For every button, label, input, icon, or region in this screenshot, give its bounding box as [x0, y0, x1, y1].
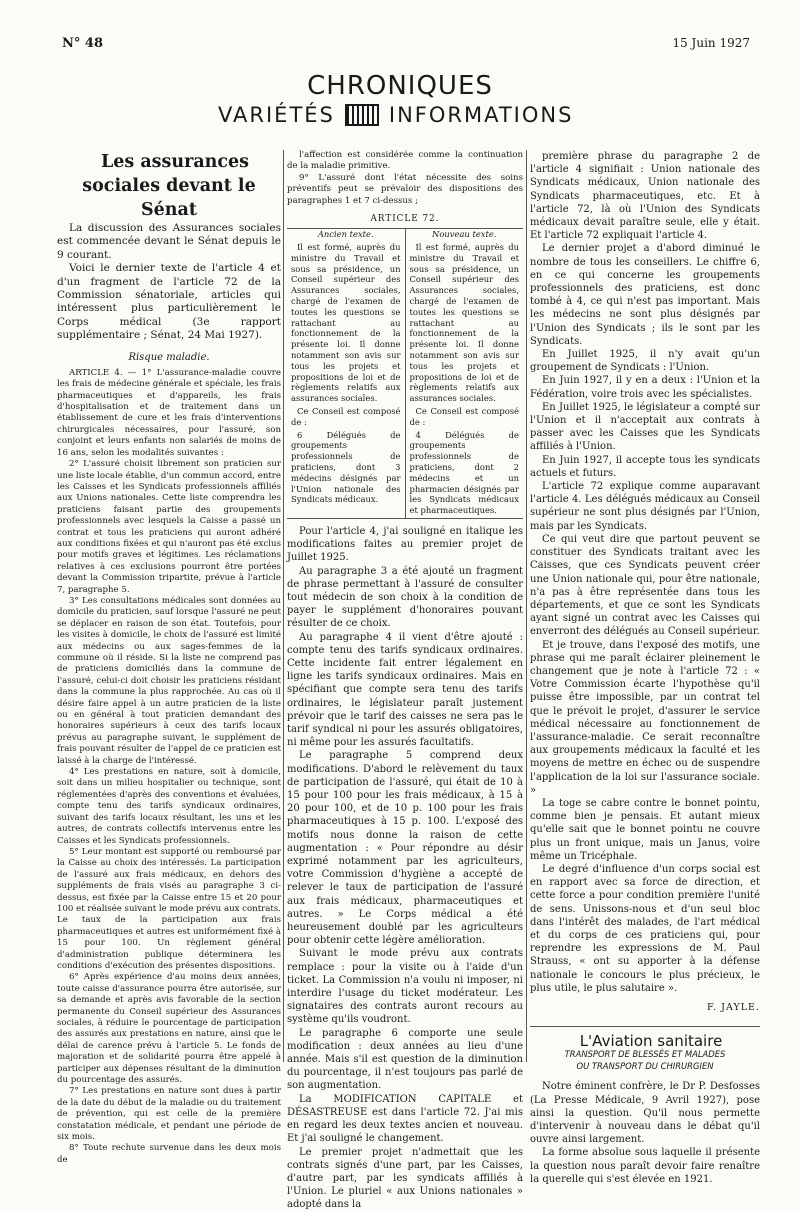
article-paragraph: première phrase du paragraphe 2 de l'article 4 signifiait : Union nationale des Syndicats médicaux, Union nationale des Syndicats pharmaceutiques, etc. Et à l'article 72, là où l'Union des Syndicats médicaux devait paraître seule, elle y était. Et l'article 72 expliquait l'article 4. [530, 151, 760, 242]
old-text-paragraph: Ce Conseil est composé de : [291, 405, 401, 427]
author-signature: F. JAYLE. [707, 1002, 760, 1013]
issue-number: N° 48 [62, 36, 103, 51]
column-2 [287, 150, 523, 1212]
masthead-varietes: VARIÉTÉS [218, 103, 335, 127]
section-heading: Risque maladie. [128, 351, 210, 363]
article-title: Les assurances sociales devant le Sénat [82, 152, 256, 220]
column-divider [283, 150, 284, 1062]
article-paragraph: ARTICLE 4. — 1° L'assurance-maladie couvre les frais de médecine générale et spéciale, les frais pharmaceutiques et d'appareils, les frais d'hospitalisation et de traitement dans un établissement de cure et les frais d'interventions chirurgicales nécessaires, pour l'assuré, son conjoint et leurs enfants non salariés de moins de 16 ans, selon les modalités suivantes : [57, 367, 281, 458]
article-paragraph: Le premier projet n'admettait que les contrats signés d'une part, par les Caisses, d'autre part, par les syndicats affiliés à l'Union. Le pluriel « aux Unions nationales » adopté dans la [287, 1146, 523, 1211]
lead-paragraph: Voici le dernier texte de l'article 4 et d'un fragment de l'article 72 de la Commission sénatoriale, articles qui intéressent plus particulièrement le Corps médical (3e rapport supplémentaire ; Sénat, 24 Mai 1927). [57, 262, 281, 342]
article-72-comparison [287, 228, 523, 519]
article-paragraph: 8° Toute rechute survenue dans les deux mois de [57, 1143, 281, 1165]
article-paragraph: Notre éminent confrère, le Dr P. Desfosses (La Presse Médicale, 9 Avril 1927), pose ainsi la question. Qu'il nous permette d'intervenir à nouveau dans le débat qu'il ouvre ainsi largement. [530, 1081, 760, 1146]
article-paragraph: En Juillet 1925, le législateur a compté sur l'Union et il n'acceptait aux contrats à passer avec les Caisses que les Syndicats affiliés à l'Union. [530, 401, 760, 453]
masthead-title: CHRONIQUES [307, 71, 493, 101]
article-paragraph: Le degré d'influence d'un corps social est en rapport avec sa force de direction, et cette force a pour condition première l'unité de sens. Unissons-nous et d'un seul bloc dans l'intérêt des malades, de l'art médical et du corps de ces praticiens qui, pour reprendre les expressions de M. Paul Strauss, « ont su apporter à la défense nationale le concours le plus précieux, le plus utile, le plus salutaire ». [530, 863, 760, 994]
issue-date: 15 Juin 1927 [672, 36, 750, 50]
subheading-line: OU TRANSPORT DU CHIRURGIEN [576, 1061, 714, 1072]
new-text-paragraph: Ce Conseil est composé de : [409, 405, 519, 427]
article-paragraph: Et je trouve, dans l'exposé des motifs, une phrase qui me paraît éclairer pleinement le changement que je note à l'article 72 : « Votre Commission écarte l'hypothèse qu'il puisse être impossible, par un contrat tel que le prévoit le projet, d'assurer le service médical nécessaire au fonctionnement de l'assurance-maladie. Ce serait reconnaître aux groupements médicaux la faculté et les moyens de mettre en échec ou de suspendre l'application de la loi sur l'assurance sociale. » [530, 639, 760, 796]
article-paragraph: 5° Leur montant est supporté ou remboursé par la Caisse au choix des intéressés. La participation de l'assuré aux frais médicaux, en dehors des suppléments de frais visés au paragraphe 3 ci-dessus, est fixée par la Caisse entre 15 et 20 pour 100 et réalisée suivant le mode prévu aux contrats. Le taux de la participation aux frais pharmaceutiques et autres est uniformément fixé à 15 pour 100. Un règlement général d'administration publique déterminera les conditions d'exécution des présentes dispositions. [57, 846, 281, 971]
article-paragraph: En Juin 1927, il accepte tous les syndicats actuels et futurs. [530, 454, 760, 479]
article-paragraph: La forme absolue sous laquelle il présente la question nous paraît devoir faire renaître la querelle qui s'est élevée en 1921. [530, 1147, 760, 1185]
old-text-column [287, 229, 405, 518]
article-paragraph: Au paragraphe 3 a été ajouté un fragment de phrase permettant à l'assuré de consulter tout médecin de son choix à la condition de payer le supplément d'honoraires pouvant résulter de ce choix. [287, 565, 523, 630]
new-text-paragraph: Il est formé, auprès du ministre du Travail et sous sa présidence, un Conseil supérieur des Assurances sociales, chargé de l'examen de toutes les questions se rattachant au fonctionnement de la présente loi. Il donne notamment son avis sur tous les projets et propositions de loi et de règlements relatifs aux assurances sociales. [409, 242, 519, 404]
article-paragraph: 3° Les consultations médicales sont données au domicile du praticien, sauf lorsque l'assuré ne peut se déplacer en raison de son état. Toutefois, pour les visites à domicile, le choix de l'assuré est limité aux médecins ou aux sages-femmes de la commune où il réside. Si la liste ne comprend pas de praticiens domiciliés dans la commune de l'assuré, celui-ci doit choisir les praticiens résidant dans la commune la plus rapprochée. Au cas où il désire faire appel à un autre praticien de la liste ou en général à tout praticien demandant des honoraires supérieurs à ceux des tarifs locaux prévus au paragraphe suivant, le supplément de frais pouvant résulter de l'appel de ce praticien est laissé à la charge de l'intéressé. [57, 595, 281, 766]
article-paragraph: 9° L'assuré dont l'état nécessite des soins préventifs peut se prévaloir des dispositions des paragraphes 1 et 7 ci-dessus ; [287, 172, 523, 206]
subheading-line: TRANSPORT DE BLESSÉS ET MALADES [564, 1049, 726, 1060]
column-1 [57, 150, 281, 1166]
old-text-paragraph: 6 Délégués de groupements professionnels de praticiens, dont 3 médecins désignés par l'Union nationale des Syndicats médicaux. [291, 429, 401, 505]
article-paragraph: Ce qui veut dire que partout peuvent se constituer des Syndicats traitant avec les Caisses, que ces Syndicats peuvent créer une Union nationale qui, pour être nationale, n'a pas à être représentée dans tous les départements, et que ce sont les Syndicats ayant signé un contrat avec les Caisses qui enverront des délégués au Conseil supérieur. [530, 533, 760, 638]
article-paragraph: Le dernier projet a d'abord diminué le nombre de tous les conseillers. Le chiffre 6, en ce qui concerne les groupements professionnels des praticiens, est donc tombé à 4, ce qui n'est pas important. Mais les médecins ne sont plus désignés par l'Union des Syndicats ; ils le sont par les Syndicats. [530, 243, 760, 347]
masthead-informations: INFORMATIONS [388, 103, 574, 127]
ornament-icon [345, 104, 379, 126]
article-paragraph: En Juin 1927, il y en a deux : l'Union et la Fédération, voire trois avec les spécialistes. [530, 375, 760, 400]
article-paragraph: 2° L'assuré choisit librement son praticien sur une liste locale établie, d'un commun accord, entre les Caisses et les Syndicats professionnels affiliés aux Unions nationales. Cette liste comprendra les praticiens faisant partie des groupements professionnels avec lesquels la Caisse a passé un contrat et tous les praticiens qui auront adhéré aux conditions fixées et qui n'auront pas été exclus pour motifs graves et légitimes. Les réclamations relatives à ces exclusions pourront être portées devant la Commission tripartite, prévue à l'article 7, paragraphe 5. [57, 459, 281, 595]
column-divider [526, 150, 527, 1062]
article-title: L'Aviation sanitaire [579, 1032, 723, 1051]
article-paragraph: l'affection est considérée comme la continuation de la maladie primitive. [287, 150, 523, 172]
article-separator [530, 1026, 760, 1027]
article-paragraph: La MODIFICATION CAPITALE et DÉSASTREUSE est dans l'article 72. J'ai mis en regard les deux textes ancien et nouveau. Et j'ai souligné le changement. [287, 1093, 523, 1145]
column-3 [530, 150, 760, 1186]
article-paragraph: Le paragraphe 5 comprend deux modifications. D'abord le relèvement du taux de participation de l'assuré, qui était de 10 à 15 pour 100 pour les frais médicaux, à 15 à 20 pour 100, et de 10 p. 100 pour les frais pharmaceutiques à 15 p. 100. L'exposé des motifs nous donne la raison de cette augmentation : « Pour répondre au désir exprimé notamment par les agriculteurs, votre Commission d'hygiène a accepté de relever le taux de participation de l'assuré aux frais médicaux, pharmaceutiques et autres. » Le Corps médical a été heureusement doublé par les agriculteurs pour obtenir cette légère amélioration. [287, 750, 523, 947]
article-paragraph: 6° Après expérience d'au moins deux années, toute caisse d'assurance pourra être autorisée, sur sa demande et après avis favorable de la section permanente du Conseil supérieur des Assurances sociales, à réduire le pourcentage de participation des assurés aux prestations en nature, ainsi que le délai de carence prévu à l'article 5. Le fonds de majoration et de solidarité pourra être appelé à participer aux dépenses résultant de la diminution du pourcentage des assurés. [57, 972, 281, 1086]
article-paragraph: 7° Les prestations en nature sont dues à partir de la date du début de la maladie ou du traitement de prévention, qui est celle de la première constatation médicale, et pendant une période de six mois. [57, 1086, 281, 1143]
article-paragraph: Le paragraphe 6 comporte une seule modification : deux années au lieu d'une année. Mais s'il est question de la diminution du pourcentage, il n'est toujours pas parlé de son augmentation. [287, 1027, 523, 1092]
article-72-heading: ARTICLE 72. [370, 214, 440, 225]
aviation-article-body [530, 1080, 760, 1186]
article-paragraph: L'article 72 explique comme auparavant l'article 4. Les délégués médicaux au Conseil supérieur ne sont plus désignés par l'Union, mais par les Syndicats. [530, 481, 760, 532]
article-subheading [530, 1048, 760, 1072]
article-lead [57, 222, 281, 343]
article-paragraph: 4° Les prestations en nature, soit à domicile, soit dans un milieu hospitalier ou technique, sont réglementées d'après des conventions et évaluées, compte tenu des tarifs syndicaux ordinaires, suivant des tarifs locaux résultant, les uns et les autres, de contrats collectifs intervenus entre les Caisses et les Syndicats professionnels. [57, 767, 281, 846]
new-text-heading: Nouveau texte. [431, 229, 497, 240]
new-text-column [405, 229, 524, 518]
article-paragraph: Au paragraphe 4 il vient d'être ajouté : compte tenu des tarifs syndicaux ordinaires. Cette incidente fait entrer légalement en ligne les tarifs syndicaux ordinaires. Mais en spécifiant que compte sera tenu des tarifs ordinaires, le législateur paraît justement prévoir que le tarif des caisses ne sera pas le tarif syndical ni pour les assurés obligatoires, ni même pour les assurés facultatifs. [287, 631, 523, 749]
lead-paragraph: La discussion des Assurances sociales est commencée devant le Sénat depuis le 9 courant. [57, 222, 281, 261]
article-paragraph: En Juillet 1925, il n'y avait qu'un groupement de Syndicats : l'Union. [530, 349, 760, 374]
article-paragraph: Suivant le mode prévu aux contrats remplace : pour la visite ou à l'aide d'un ticket. La Commission n'a voulu ni imposer, ni interdire l'usage du ticket modérateur. Les signataires des contrats auront recours au système qu'ils voudront. [287, 948, 523, 1026]
article-paragraph: Pour l'article 4, j'ai souligné en italique les modifications faites au premier projet de Juillet 1925. [287, 525, 523, 564]
new-text-paragraph: 4 Délégués de groupements professionnels de praticiens, dont 2 médecins et un pharmacien désignés par les Syndicats médicaux et pharmaceutiques. [409, 429, 519, 516]
masthead-subtitle [218, 103, 573, 127]
article-paragraph: La toge se cabre contre le bonnet pointu, comme bien je pensais. Et autant mieux qu'elle sait que le bonnet pointu ne couvre plus un front unique, mais un Janus, voire même un Tricéphale. [530, 797, 760, 862]
old-text-paragraph: Il est formé, auprès du ministre du Travail et sous sa présidence, un Conseil supérieur des Assurances sociales, chargé de l'examen de toutes les questions se rattachant au fonctionnement de la présente loi. Il donne notamment son avis sur tous les projets et propositions de loi et de règlements relatifs aux assurances sociales. [291, 242, 401, 404]
old-text-heading: Ancien texte. [317, 229, 374, 240]
